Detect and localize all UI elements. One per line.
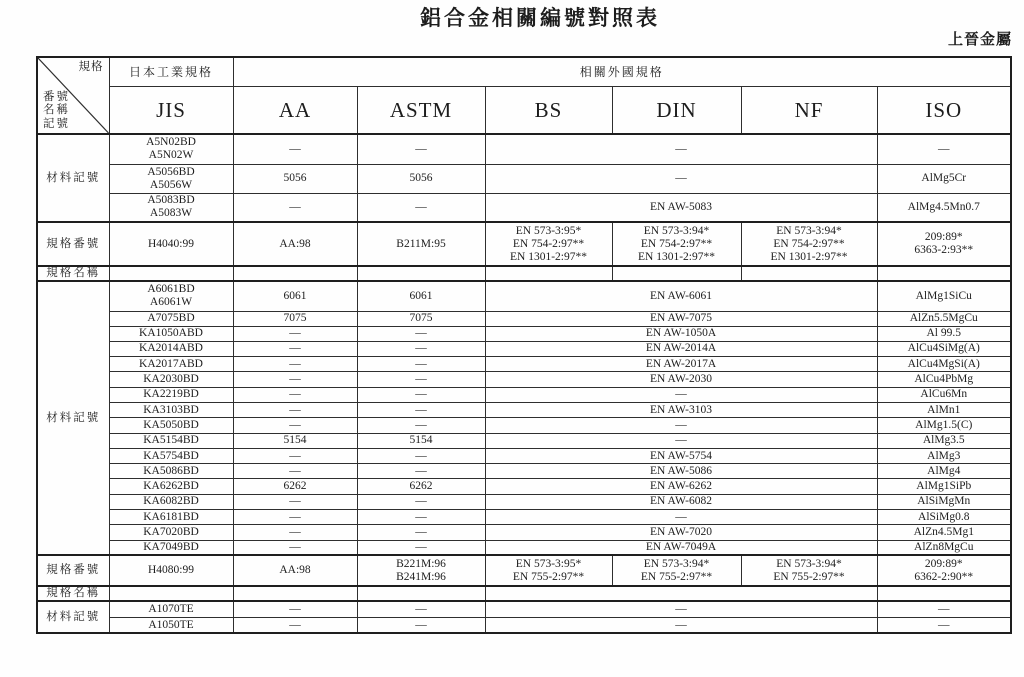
data-cell [109, 586, 233, 601]
data-cell: — [233, 601, 357, 617]
data-cell: — [357, 418, 485, 433]
corner-label-rows [43, 91, 70, 132]
data-cell: AlCu4SiMg(A) [877, 341, 1011, 356]
data-cell: — [233, 357, 357, 372]
data-cell: KA2017ABD [109, 357, 233, 372]
table-row [37, 510, 1011, 525]
data-cell: EN 573-3:95* EN 754-2:97** EN 1301-2:97** [485, 222, 612, 266]
data-cell: — [233, 510, 357, 525]
corner-label-spec: 規格 [78, 61, 104, 73]
data-cell: EN AW-5754 [485, 448, 877, 463]
data-cell: EN AW-7049A [485, 540, 877, 555]
page-title: 鋁合金相關編號對照表 [420, 6, 660, 30]
data-cell: 209:89* 6363-2:93** [877, 222, 1011, 266]
data-cell: KA1050ABD [109, 326, 233, 341]
data-cell: — [485, 387, 877, 402]
data-cell [233, 586, 357, 601]
data-cell: B211M:95 [357, 222, 485, 266]
data-cell: — [357, 387, 485, 402]
data-cell: — [357, 494, 485, 509]
table-body [37, 134, 1011, 633]
data-cell: A5056BD A5056W [109, 164, 233, 193]
table-row [37, 464, 1011, 479]
data-cell: — [485, 601, 877, 617]
table-row [37, 494, 1011, 509]
table-row [37, 341, 1011, 356]
data-cell: KA5154BD [109, 433, 233, 448]
data-cell: AlSiMgMn [877, 494, 1011, 509]
col-header-nf: NF [741, 87, 877, 135]
data-cell: AlZn8MgCu [877, 540, 1011, 555]
data-cell: AlMg3.5 [877, 433, 1011, 448]
data-cell: KA5050BD [109, 418, 233, 433]
data-cell: — [233, 193, 357, 222]
data-cell: A5N02BD A5N02W [109, 134, 233, 164]
data-cell: 6061 [357, 281, 485, 311]
data-cell: 209:89* 6362-2:90** [877, 555, 1011, 586]
data-cell [109, 266, 233, 281]
col-header-bs: BS [485, 87, 612, 135]
data-cell: — [233, 341, 357, 356]
group-header-row [37, 57, 1011, 87]
data-cell: A5083BD A5083W [109, 193, 233, 222]
data-cell: — [485, 134, 877, 164]
data-cell: EN AW-2030 [485, 372, 877, 387]
data-cell [485, 266, 612, 281]
table-row [37, 525, 1011, 540]
section-label-cell: 材料記號 [37, 601, 109, 633]
data-cell: AlMg1.5(C) [877, 418, 1011, 433]
data-cell: — [357, 402, 485, 417]
data-cell: — [877, 617, 1011, 633]
data-cell: AlMg3 [877, 448, 1011, 463]
data-cell [233, 266, 357, 281]
data-cell: — [233, 402, 357, 417]
data-cell: AA:98 [233, 222, 357, 266]
data-cell: 6262 [357, 479, 485, 494]
data-cell [485, 586, 877, 601]
data-cell: A7075BD [109, 311, 233, 326]
data-cell [612, 266, 741, 281]
data-cell: 5154 [233, 433, 357, 448]
data-cell: Al 99.5 [877, 326, 1011, 341]
data-cell: — [233, 448, 357, 463]
data-cell: AlMn1 [877, 402, 1011, 417]
data-cell: — [357, 341, 485, 356]
table-row [37, 479, 1011, 494]
corner-label-mark: 記號 [43, 117, 70, 130]
data-cell: AlSiMg0.8 [877, 510, 1011, 525]
data-cell: KA3103BD [109, 402, 233, 417]
data-cell: — [357, 372, 485, 387]
data-cell: A6061BD A6061W [109, 281, 233, 311]
table-row [37, 222, 1011, 266]
table-row [37, 311, 1011, 326]
data-cell: KA5754BD [109, 448, 233, 463]
data-cell: EN AW-5083 [485, 193, 877, 222]
company-name: 上晉金屬 [947, 32, 1012, 48]
data-cell: — [357, 464, 485, 479]
data-cell: — [485, 164, 877, 193]
data-cell: — [233, 464, 357, 479]
table-row [37, 586, 1011, 601]
data-cell: H4040:99 [109, 222, 233, 266]
comparison-table [36, 56, 1012, 634]
data-cell: — [357, 326, 485, 341]
section-label-cell: 規格番號 [37, 555, 109, 586]
data-cell: EN AW-7020 [485, 525, 877, 540]
data-cell: — [233, 540, 357, 555]
table-row [37, 134, 1011, 164]
table-row [37, 164, 1011, 193]
data-cell: — [233, 617, 357, 633]
data-cell: — [485, 433, 877, 448]
col-header-aa: AA [233, 87, 357, 135]
data-cell: — [233, 418, 357, 433]
table-row [37, 402, 1011, 417]
data-cell: KA6262BD [109, 479, 233, 494]
data-cell: EN 573-3:94* EN 754-2:97** EN 1301-2:97** [741, 222, 877, 266]
table-row [37, 433, 1011, 448]
foreign-group-header: 相關外國規格 [233, 57, 1011, 87]
column-header-row [37, 87, 1011, 135]
data-cell: EN 573-3:94* EN 754-2:97** EN 1301-2:97** [612, 222, 741, 266]
data-cell: — [233, 387, 357, 402]
table-row [37, 617, 1011, 633]
data-cell: EN AW-3103 [485, 402, 877, 417]
data-cell: — [357, 525, 485, 540]
col-header-jis: JIS [109, 87, 233, 135]
data-cell: EN AW-1050A [485, 326, 877, 341]
data-cell: A1050TE [109, 617, 233, 633]
data-cell: KA7020BD [109, 525, 233, 540]
data-cell: EN 573-3:94* EN 755-2:97** [612, 555, 741, 586]
section-label-cell: 材料記號 [37, 134, 109, 222]
data-cell: EN AW-6082 [485, 494, 877, 509]
data-cell: EN AW-7075 [485, 311, 877, 326]
table-row [37, 357, 1011, 372]
data-cell: — [357, 540, 485, 555]
data-cell [357, 586, 485, 601]
data-cell: AlCu6Mn [877, 387, 1011, 402]
data-cell: AlMg4 [877, 464, 1011, 479]
data-cell: AlMg5Cr [877, 164, 1011, 193]
data-cell: 6262 [233, 479, 357, 494]
data-cell: — [233, 134, 357, 164]
data-cell: — [357, 448, 485, 463]
data-cell: EN 573-3:95* EN 755-2:97** [485, 555, 612, 586]
data-cell: 7075 [357, 311, 485, 326]
data-cell: — [877, 134, 1011, 164]
data-cell: AlCu4MgSi(A) [877, 357, 1011, 372]
data-cell: — [233, 326, 357, 341]
table-row [37, 387, 1011, 402]
data-cell: KA6181BD [109, 510, 233, 525]
data-cell: A1070TE [109, 601, 233, 617]
data-cell: 6061 [233, 281, 357, 311]
data-cell: KA2014ABD [109, 341, 233, 356]
data-cell: AlMg4.5Mn0.7 [877, 193, 1011, 222]
data-cell: 5056 [233, 164, 357, 193]
data-cell: 7075 [233, 311, 357, 326]
data-cell: — [233, 372, 357, 387]
table-row [37, 193, 1011, 222]
data-cell: 5056 [357, 164, 485, 193]
data-cell: KA2030BD [109, 372, 233, 387]
data-cell [357, 266, 485, 281]
data-cell [877, 586, 1011, 601]
data-cell: EN AW-2014A [485, 341, 877, 356]
data-cell: — [485, 418, 877, 433]
data-cell: EN 573-3:94* EN 755-2:97** [741, 555, 877, 586]
data-cell: — [357, 617, 485, 633]
data-cell: — [357, 601, 485, 617]
table-row [37, 601, 1011, 617]
section-label-cell: 規格名稱 [37, 266, 109, 281]
table-row [37, 418, 1011, 433]
data-cell: KA7049BD [109, 540, 233, 555]
data-cell: — [877, 601, 1011, 617]
data-cell: AA:98 [233, 555, 357, 586]
col-header-astm: ASTM [357, 87, 485, 135]
corner-label-number: 番號 [43, 90, 70, 103]
jis-group-header: 日本工業規格 [109, 57, 233, 87]
data-cell: — [485, 617, 877, 633]
table-row [37, 281, 1011, 311]
data-cell: AlCu4PbMg [877, 372, 1011, 387]
col-header-iso: ISO [877, 87, 1011, 135]
data-cell: AlZn4.5Mg1 [877, 525, 1011, 540]
corner-cell [37, 57, 109, 134]
data-cell: 5154 [357, 433, 485, 448]
data-cell: EN AW-6262 [485, 479, 877, 494]
data-cell: H4080:99 [109, 555, 233, 586]
data-cell: EN AW-6061 [485, 281, 877, 311]
section-label-cell: 材料記號 [37, 281, 109, 555]
data-cell: AlMg1SiCu [877, 281, 1011, 311]
data-cell: KA2219BD [109, 387, 233, 402]
table-row [37, 326, 1011, 341]
data-cell: — [357, 357, 485, 372]
section-label-cell: 規格番號 [37, 222, 109, 266]
data-cell: AlZn5.5MgCu [877, 311, 1011, 326]
table-row [37, 540, 1011, 555]
data-cell: — [233, 494, 357, 509]
data-cell: KA5086BD [109, 464, 233, 479]
table-row [37, 266, 1011, 281]
data-cell: EN AW-5086 [485, 464, 877, 479]
data-cell: — [357, 193, 485, 222]
data-cell: — [233, 525, 357, 540]
data-cell: — [357, 510, 485, 525]
data-cell: B221M:96 B241M:96 [357, 555, 485, 586]
data-cell: — [485, 510, 877, 525]
corner-label-name: 名稱 [43, 104, 70, 116]
data-cell: — [357, 134, 485, 164]
data-cell: KA6082BD [109, 494, 233, 509]
col-header-din: DIN [612, 87, 741, 135]
table-row [37, 555, 1011, 586]
data-cell [877, 266, 1011, 281]
data-cell: AlMg1SiPb [877, 479, 1011, 494]
data-cell: EN AW-2017A [485, 357, 877, 372]
data-cell [741, 266, 877, 281]
table-row [37, 448, 1011, 463]
section-label-cell: 規格名稱 [37, 586, 109, 601]
table-row [37, 372, 1011, 387]
